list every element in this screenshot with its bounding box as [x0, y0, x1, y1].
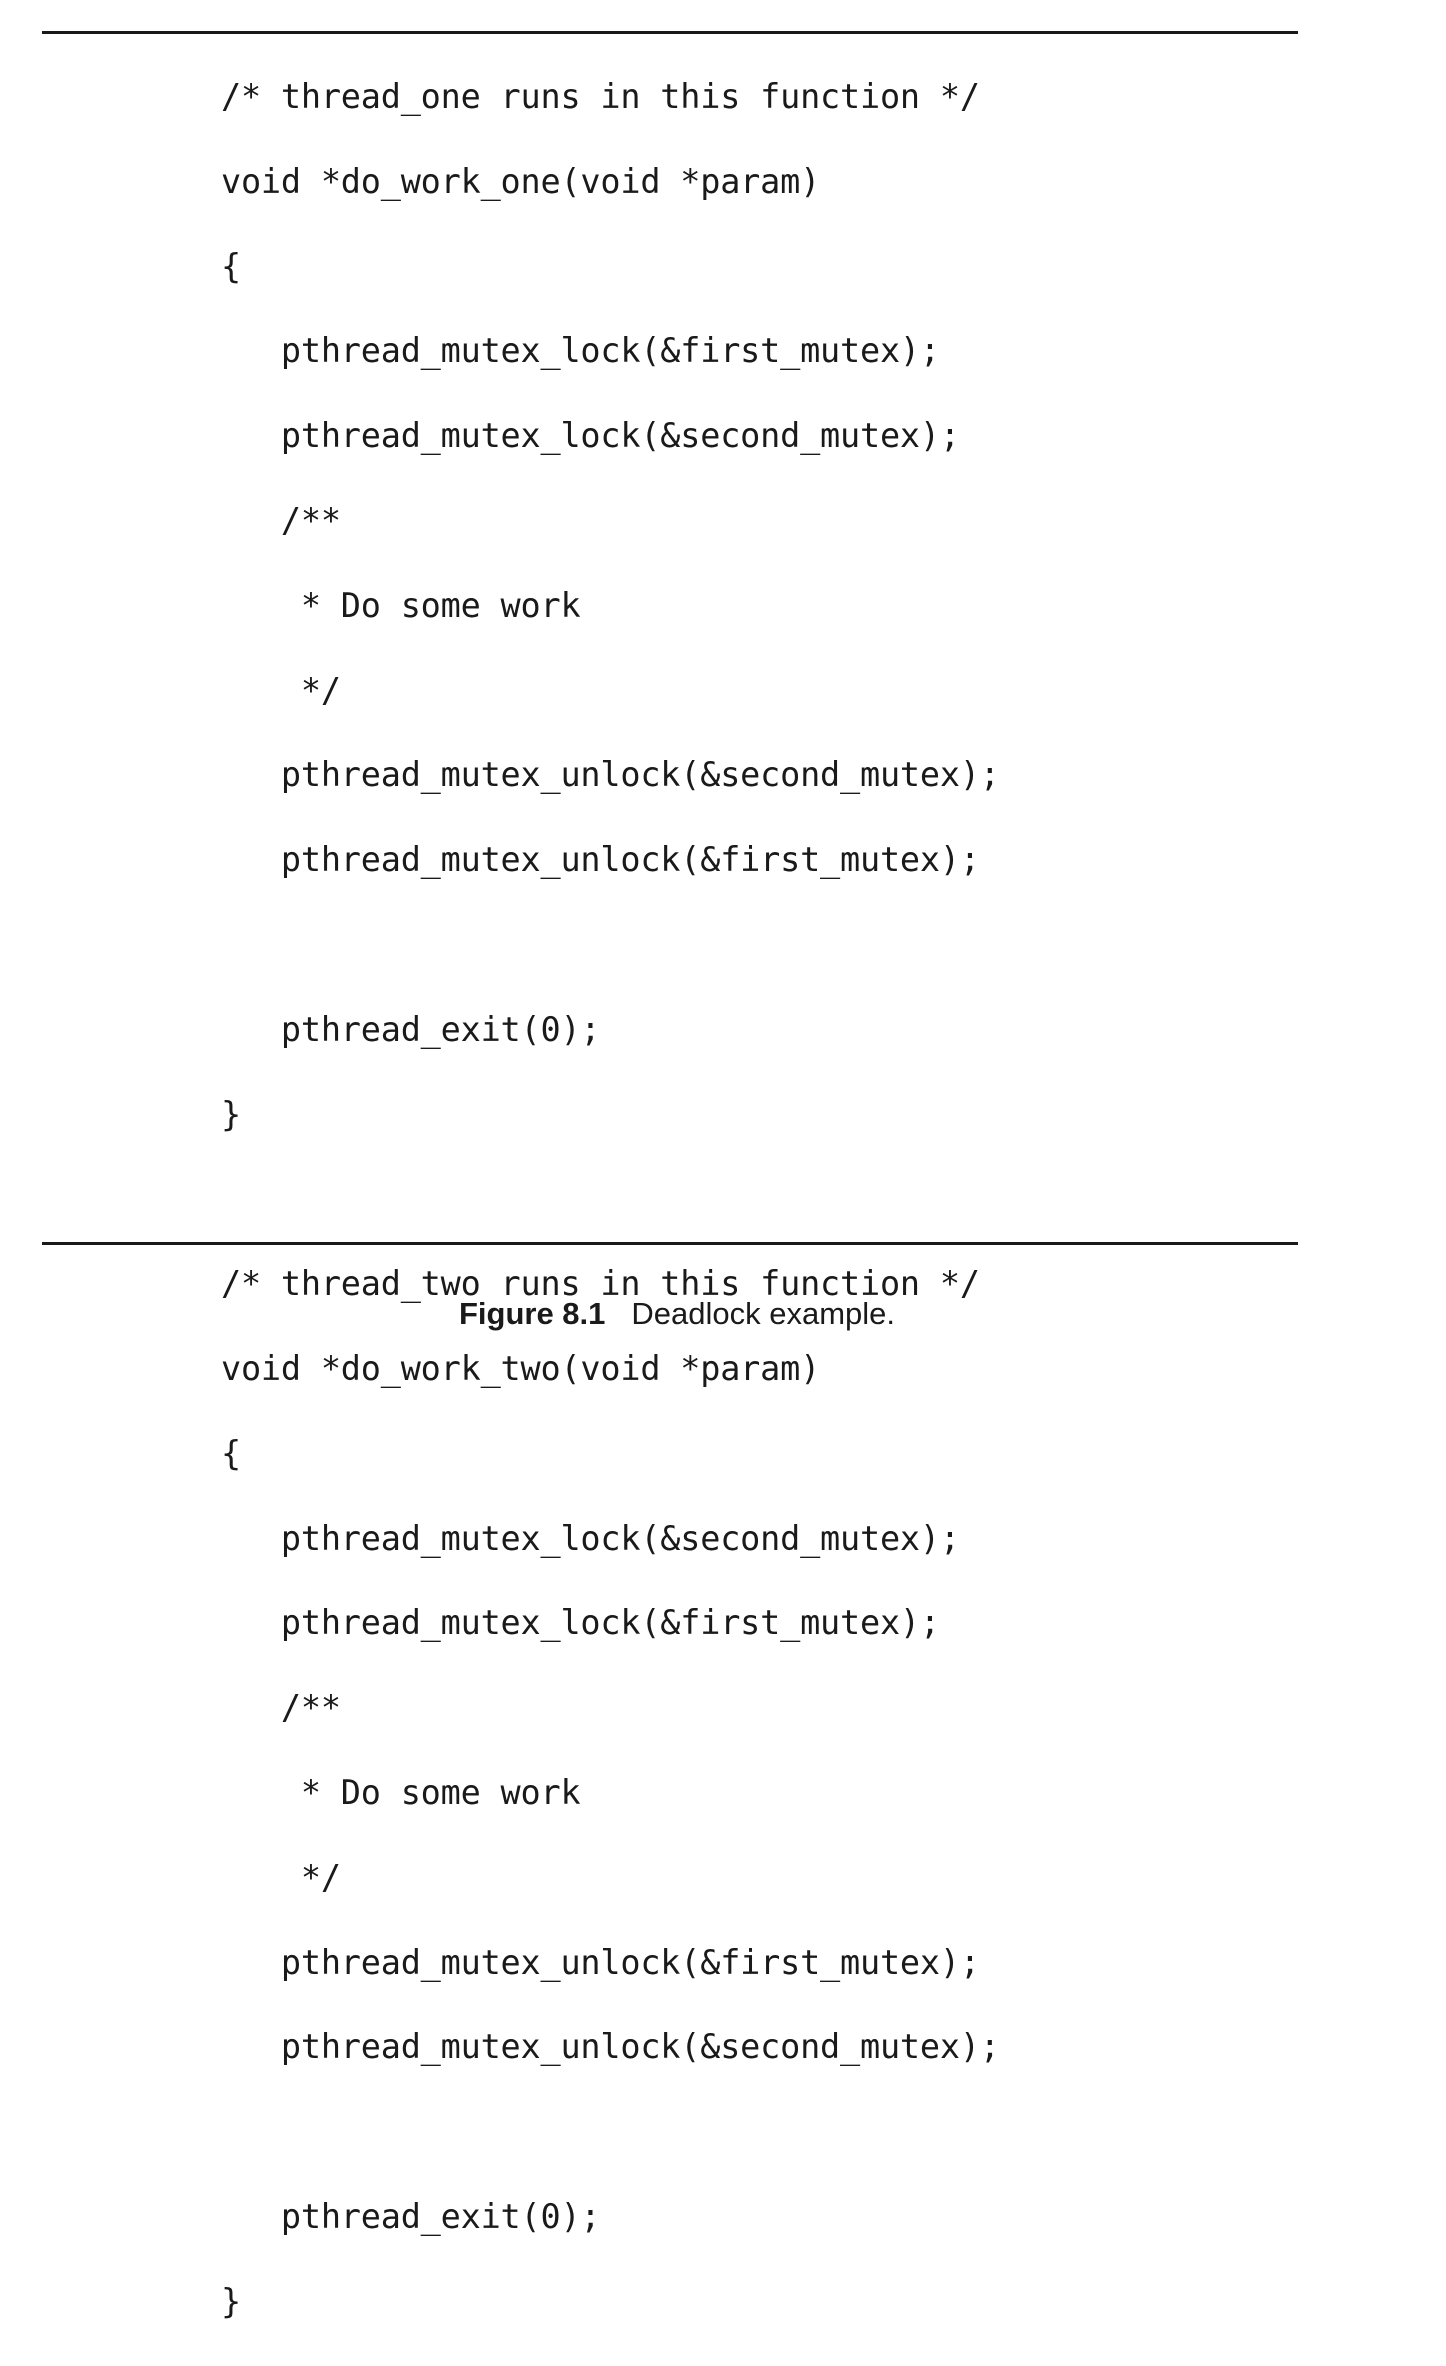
code-line: pthread_mutex_lock(&first_mutex);: [221, 331, 940, 371]
caption-text: Deadlock example.: [631, 1296, 896, 1331]
code-line: pthread_mutex_lock(&first_mutex);: [221, 1603, 940, 1643]
code-line: }: [221, 2281, 241, 2321]
figure-label: Figure 8.1: [458, 1296, 606, 1331]
code-line: }: [221, 1094, 241, 1134]
top-rule: [42, 31, 1298, 34]
code-line: /**: [221, 500, 341, 540]
code-line: */: [221, 670, 341, 710]
code-line: */: [221, 1857, 341, 1897]
code-listing: [221, 76, 1000, 2366]
code-line: pthread_exit(0);: [221, 1009, 601, 1049]
code-line: void *do_work_one(void *param): [221, 161, 821, 201]
bottom-rule: [42, 1242, 1298, 1245]
code-line: void *do_work_two(void *param): [221, 1348, 821, 1388]
figure-caption: [0, 1296, 1354, 1332]
code-line: pthread_exit(0);: [221, 2196, 601, 2236]
code-line: pthread_mutex_unlock(&second_mutex);: [221, 2027, 1000, 2067]
code-line: * Do some work: [221, 1772, 581, 1812]
code-line: [221, 1178, 1000, 1220]
code-line: {: [221, 246, 241, 286]
code-line: pthread_mutex_unlock(&second_mutex);: [221, 755, 1000, 795]
code-line: * Do some work: [221, 585, 581, 625]
code-line: pthread_mutex_unlock(&first_mutex);: [221, 840, 980, 880]
code-line: /* thread_two runs in this function */: [221, 1264, 980, 1304]
code-line: {: [221, 1433, 241, 1473]
code-line: pthread_mutex_unlock(&first_mutex);: [221, 1942, 980, 1982]
code-line: pthread_mutex_lock(&second_mutex);: [221, 1518, 960, 1558]
code-line: [221, 924, 1000, 966]
code-line: /* thread_one runs in this function */: [221, 77, 980, 116]
code-line: pthread_mutex_lock(&second_mutex);: [221, 416, 960, 456]
code-line: [221, 2111, 1000, 2153]
code-line: /**: [221, 1688, 341, 1728]
